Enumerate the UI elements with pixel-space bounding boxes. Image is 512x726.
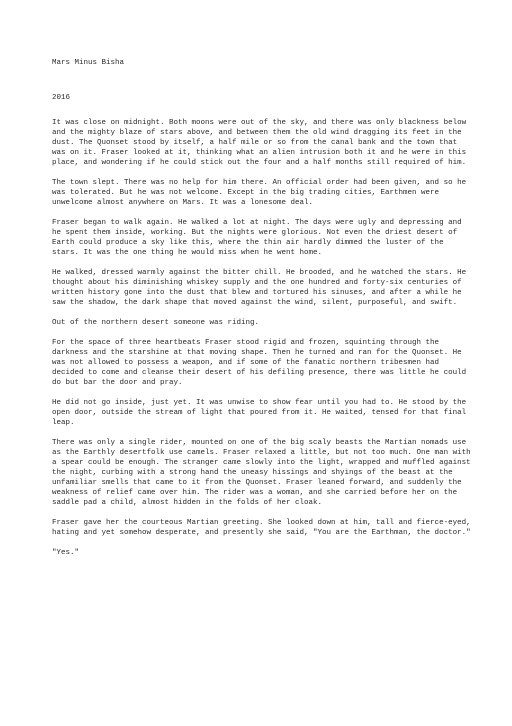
- paragraph-3: Fraser began to walk again. He walked a lot at night. The days were ugly and depressing and he spent them inside, working. But the nights were glorious. Not even the driest desert of Earth could produce a sky like this, where the thin air hardly dimmed the luster of the stars. It was the one thing he would miss when he went home.: [52, 219, 467, 257]
- paragraph-9: Fraser gave her the courteous Martian greeting. She looked down at him, tall and fierce-eyed, hating and yet somehow desperate, and presently she said, "You are the Earthman, the doctor.": [52, 519, 476, 537]
- paragraph-8: There was only a single rider, mounted on one of the big scaly beasts the Martian nomads use as the Earthly desertfolk use camels. Fraser relaxed a little, but not too much. One man with a spear could be enough. The stranger came slowly into the light, wrapped and muffled against the night, curbing with a strong hand the uneasy hissings and shyings of the beast at the unfamiliar smells that came to it from the Quonset. Fraser leaned forward, and suddenly the weakness of relief came over him. The rider was a woman, and she carried before her on the saddle pad a child, almost hidden in the folds of her cloak.: [52, 439, 476, 507]
- paragraph-5: Out of the northern desert someone was riding.: [52, 319, 260, 327]
- document-year: 2016: [52, 94, 71, 102]
- paragraph-2: The town slept. There was no help for him there. An official order had been given, and so he was tolerated. But he was not welcome. Except in the big trading cities, Earthmen were unwelcome almost anywhere on Mars. It was a lonesome deal.: [52, 179, 471, 207]
- document-title: Mars Minus Bisha: [52, 59, 125, 67]
- paragraph-10: "Yes.": [52, 549, 80, 557]
- paragraph-1: It was close on midnight. Both moons were out of the sky, and there was only blackness below and the mighty blaze of stars above, and between them the old wind dragging its feet in the dust. The Quonset stood by itself, a half mile or so from the canal bank and the town that was on it. Fraser looked at it, thinking what an alien intrusion both it and he were in this place, and wondering if he could stick out the four and a half months still required of him.: [52, 119, 471, 167]
- paragraph-6: For the space of three heartbeats Fraser stood rigid and frozen, squinting through the darkness and the starshine at that moving shape. Then he turned and ran for the Quonset. He was not allowed to possess a weapon, and if some of the fanatic northern tribesmen had decided to come and cleanse their desert of his defiling presence, there was little he could do but bar the door and pray.: [52, 339, 471, 387]
- paragraph-7: He did not go inside, just yet. It was unwise to show fear until you had to. He stood by the open door, outside the stream of light that poured from it. He waited, tensed for that final leap.: [52, 399, 471, 427]
- paragraph-4: He walked, dressed warmly against the bitter chill. He brooded, and he watched the stars. He thought about his diminishing whiskey supply and the one hundred and forty-six centuries of written history gone into the dust that blew and tortured his sinuses, and after a while he saw the shadow, the dark shape that moved against the wind, silent, purposeful, and swift.: [52, 269, 471, 307]
